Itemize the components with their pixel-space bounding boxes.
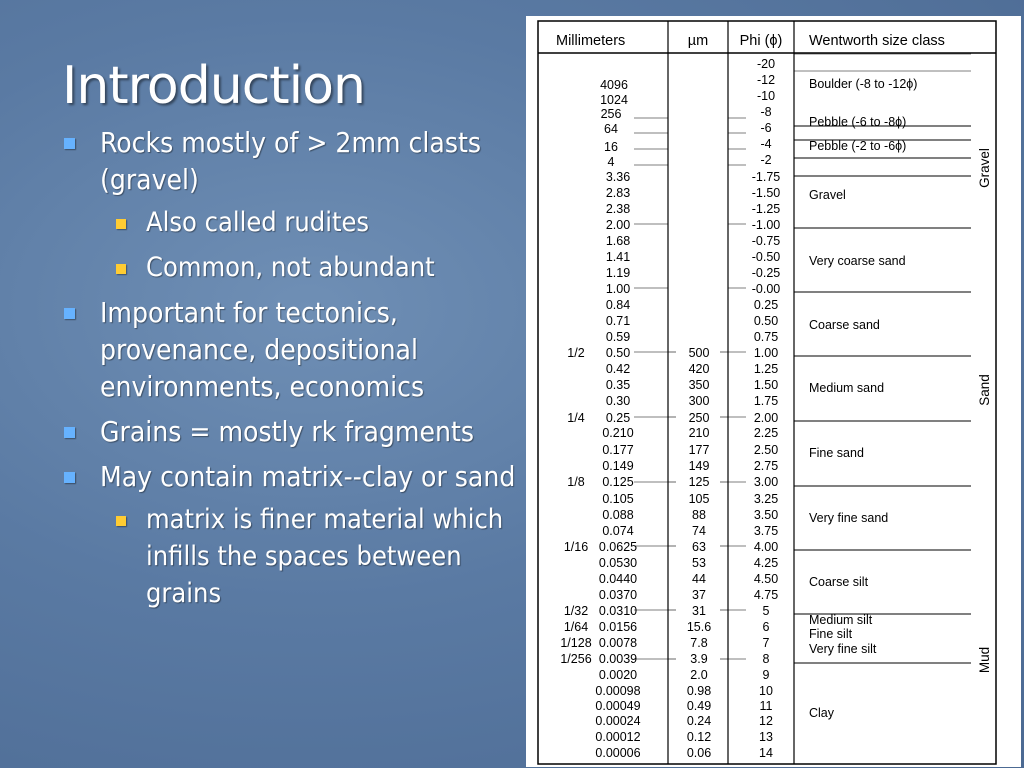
list-item [58, 413, 518, 450]
um-value: 210 [688, 426, 710, 440]
mm-value: 0.149 [602, 459, 634, 473]
bullet-text: Important for tectonics, provenance, depositional environments, economics [100, 296, 425, 403]
size-class-label: Fine silt [809, 627, 853, 641]
um-value: 2.0 [690, 668, 708, 682]
bullet-text: Common, not abundant [146, 252, 435, 283]
fraction-label: 1/8 [567, 475, 585, 489]
phi-value: 3.50 [753, 508, 779, 522]
um-value: 63 [692, 540, 706, 554]
fraction-label: 1/4 [567, 411, 585, 425]
mm-value: 256 [600, 107, 622, 121]
fraction-label: 1/256 [560, 652, 592, 666]
list-item [58, 501, 518, 612]
phi-value: -20 [756, 57, 776, 71]
mm-value: 0.0078 [598, 636, 638, 650]
size-class-label: Gravel [809, 188, 846, 202]
phi-value: 3.25 [753, 492, 779, 506]
fraction-label: 1/16 [563, 540, 589, 554]
mm-value: 0.00006 [595, 746, 641, 760]
phi-value: 8 [762, 652, 770, 666]
mm-value: 0.0370 [598, 588, 638, 602]
size-class-label: Coarse silt [809, 575, 869, 589]
um-value: 0.06 [686, 746, 712, 760]
slide-title: Introduction [62, 56, 365, 116]
um-value: 3.9 [690, 652, 708, 666]
mm-value: 0.177 [602, 443, 634, 457]
mm-value: 0.25 [605, 411, 631, 425]
mm-value: 1.41 [605, 250, 631, 264]
mm-value: 2.83 [605, 186, 631, 200]
phi-value: -4 [760, 137, 772, 151]
um-value: 125 [688, 475, 710, 489]
size-class-label: Clay [809, 706, 835, 720]
list-item [58, 458, 518, 495]
phi-value: 1.75 [753, 394, 779, 408]
fraction-label: 1/128 [560, 636, 592, 650]
phi-value: 11 [759, 699, 773, 713]
um-value: 88 [692, 508, 706, 522]
mm-value: 64 [604, 122, 618, 136]
um-value: 44 [692, 572, 706, 586]
mm-value: 0.71 [605, 314, 631, 328]
phi-value: 12 [759, 714, 773, 728]
phi-value: 2.50 [753, 443, 779, 457]
bullet-square-icon [64, 472, 75, 483]
um-value: 420 [688, 362, 710, 376]
mm-value: 16 [604, 140, 618, 154]
phi-value: 2.00 [753, 411, 779, 425]
fraction-label: 1/64 [563, 620, 589, 634]
phi-value: 0.50 [753, 314, 779, 328]
um-value: 15.6 [686, 620, 712, 634]
mm-value: 0.105 [602, 492, 634, 506]
phi-value: 3.00 [753, 475, 779, 489]
size-class-label: Boulder (-8 to -12ϕ) [809, 77, 918, 91]
phi-value: 5 [762, 604, 770, 618]
phi-value: 3.75 [753, 524, 779, 538]
phi-value: -0.50 [751, 250, 781, 264]
um-value: 0.98 [686, 684, 712, 698]
list-item [58, 204, 518, 241]
mm-value: 0.0625 [598, 540, 638, 554]
bullet-text: Rocks mostly of > 2mm clasts (gravel) [100, 126, 481, 196]
group-label: Mud [977, 646, 992, 674]
mm-value: 0.00012 [595, 730, 641, 744]
mm-value: 0.59 [605, 330, 631, 344]
phi-value: 4.25 [753, 556, 779, 570]
um-value: 0.49 [686, 699, 712, 713]
bullet-text: May contain matrix--clay or sand [100, 460, 516, 493]
phi-value: -10 [756, 89, 776, 103]
um-value: 7.8 [690, 636, 708, 650]
mm-value: 0.0020 [598, 668, 638, 682]
mm-value: 2.38 [605, 202, 631, 216]
sub-bullet-square-icon [116, 219, 126, 229]
mm-value: 0.35 [605, 378, 631, 392]
mm-value: 0.0310 [598, 604, 638, 618]
mm-value: 0.00024 [595, 714, 641, 728]
um-value: 0.24 [686, 714, 712, 728]
phi-value: 4.50 [753, 572, 779, 586]
list-item [58, 294, 518, 405]
size-class-label: Pebble (-2 to -6ϕ) [809, 139, 907, 153]
mm-value: 0.42 [605, 362, 631, 376]
mm-value: 0.088 [602, 508, 634, 522]
bullet-text: Grains = mostly rk fragments [100, 415, 474, 448]
mm-value: 0.84 [605, 298, 631, 312]
bullet-square-icon [64, 427, 75, 438]
fraction-label: 1/2 [567, 346, 585, 360]
phi-value: -8 [760, 105, 772, 119]
phi-value: 1.25 [753, 362, 779, 376]
phi-value: -2 [760, 153, 772, 167]
size-class-label: Coarse sand [809, 318, 880, 332]
phi-value: 13 [759, 730, 773, 744]
phi-value: 7 [762, 636, 770, 650]
size-class-label: Very coarse sand [809, 254, 906, 268]
mm-value: 1.19 [605, 266, 631, 280]
list-item [58, 249, 518, 286]
header-millimeters: Millimeters [556, 33, 626, 49]
group-label: Gravel [977, 148, 992, 188]
phi-value: 9 [762, 668, 770, 682]
sub-bullet-square-icon [116, 264, 126, 274]
mm-value: 0.0530 [598, 556, 638, 570]
mm-value: 0.210 [602, 426, 634, 440]
um-value: 149 [688, 459, 710, 473]
size-class-label: Fine sand [809, 446, 864, 460]
phi-value: 1.50 [753, 378, 779, 392]
phi-value: 6 [762, 620, 770, 634]
bullet-square-icon [64, 308, 75, 319]
phi-value: -12 [756, 73, 776, 87]
phi-value: 2.25 [753, 426, 779, 440]
phi-value: 2.75 [753, 459, 779, 473]
header-micrometers: µm [687, 33, 709, 49]
list-item [58, 124, 518, 198]
phi-value: 4.75 [753, 588, 779, 602]
mm-value: 0.125 [602, 475, 634, 489]
phi-value: -1.00 [751, 218, 781, 232]
mm-value: 2.00 [605, 218, 631, 232]
grain-size-table [526, 16, 1021, 767]
phi-value: -1.50 [751, 186, 781, 200]
um-value: 105 [688, 492, 710, 506]
phi-value: -6 [760, 121, 772, 135]
um-value: 350 [688, 378, 710, 392]
phi-value: -1.75 [751, 170, 781, 184]
mm-value: 0.0440 [598, 572, 638, 586]
phi-value: 4.00 [753, 540, 779, 554]
mm-value: 4096 [600, 78, 628, 92]
bullet-text: matrix is finer material which infills the spaces between grains [146, 504, 504, 609]
mm-value: 0.00049 [595, 699, 641, 713]
size-class-label: Very fine sand [809, 511, 889, 525]
um-value: 31 [692, 604, 706, 618]
bullet-text: Also called rudites [146, 207, 370, 238]
phi-value: -1.25 [751, 202, 781, 216]
um-value: 250 [688, 411, 710, 425]
mm-value: 1.68 [605, 234, 631, 248]
bullet-list [58, 118, 518, 612]
fraction-label: 1/32 [563, 604, 589, 618]
size-class-label: Medium silt [809, 613, 873, 627]
phi-value: 14 [759, 746, 773, 760]
size-class-label: Pebble (-6 to -8ϕ) [809, 115, 907, 129]
group-label: Sand [977, 374, 992, 406]
grain-size-chart [526, 16, 1021, 767]
size-class-label: Medium sand [809, 381, 885, 395]
um-value: 37 [692, 588, 706, 602]
um-value: 300 [688, 394, 710, 408]
mm-value: 0.074 [602, 524, 634, 538]
um-value: 500 [688, 346, 710, 360]
mm-value: 1.00 [605, 282, 631, 296]
mm-value: 3.36 [605, 170, 631, 184]
mm-value: 0.30 [605, 394, 631, 408]
um-value: 177 [688, 443, 710, 457]
mm-value: 0.50 [605, 346, 631, 360]
phi-value: -0.00 [751, 282, 781, 296]
phi-value: -0.75 [751, 234, 781, 248]
phi-value: 10 [759, 684, 773, 698]
um-value: 53 [692, 556, 706, 570]
mm-value: 1024 [600, 93, 628, 107]
phi-value: -0.25 [751, 266, 781, 280]
header-phi: Phi (ϕ) [739, 33, 783, 49]
mm-value: 4 [607, 155, 615, 169]
um-value: 0.12 [686, 730, 712, 744]
header-wentworth: Wentworth size class [809, 33, 945, 49]
size-class-label: Very fine silt [809, 642, 877, 656]
mm-value: 0.0156 [598, 620, 638, 634]
mm-value: 0.00098 [595, 684, 641, 698]
phi-value: 1.00 [753, 346, 779, 360]
phi-value: 0.75 [753, 330, 779, 344]
um-value: 74 [692, 524, 706, 538]
sub-bullet-square-icon [116, 516, 126, 526]
mm-value: 0.0039 [598, 652, 638, 666]
phi-value: 0.25 [753, 298, 779, 312]
bullet-square-icon [64, 138, 75, 149]
